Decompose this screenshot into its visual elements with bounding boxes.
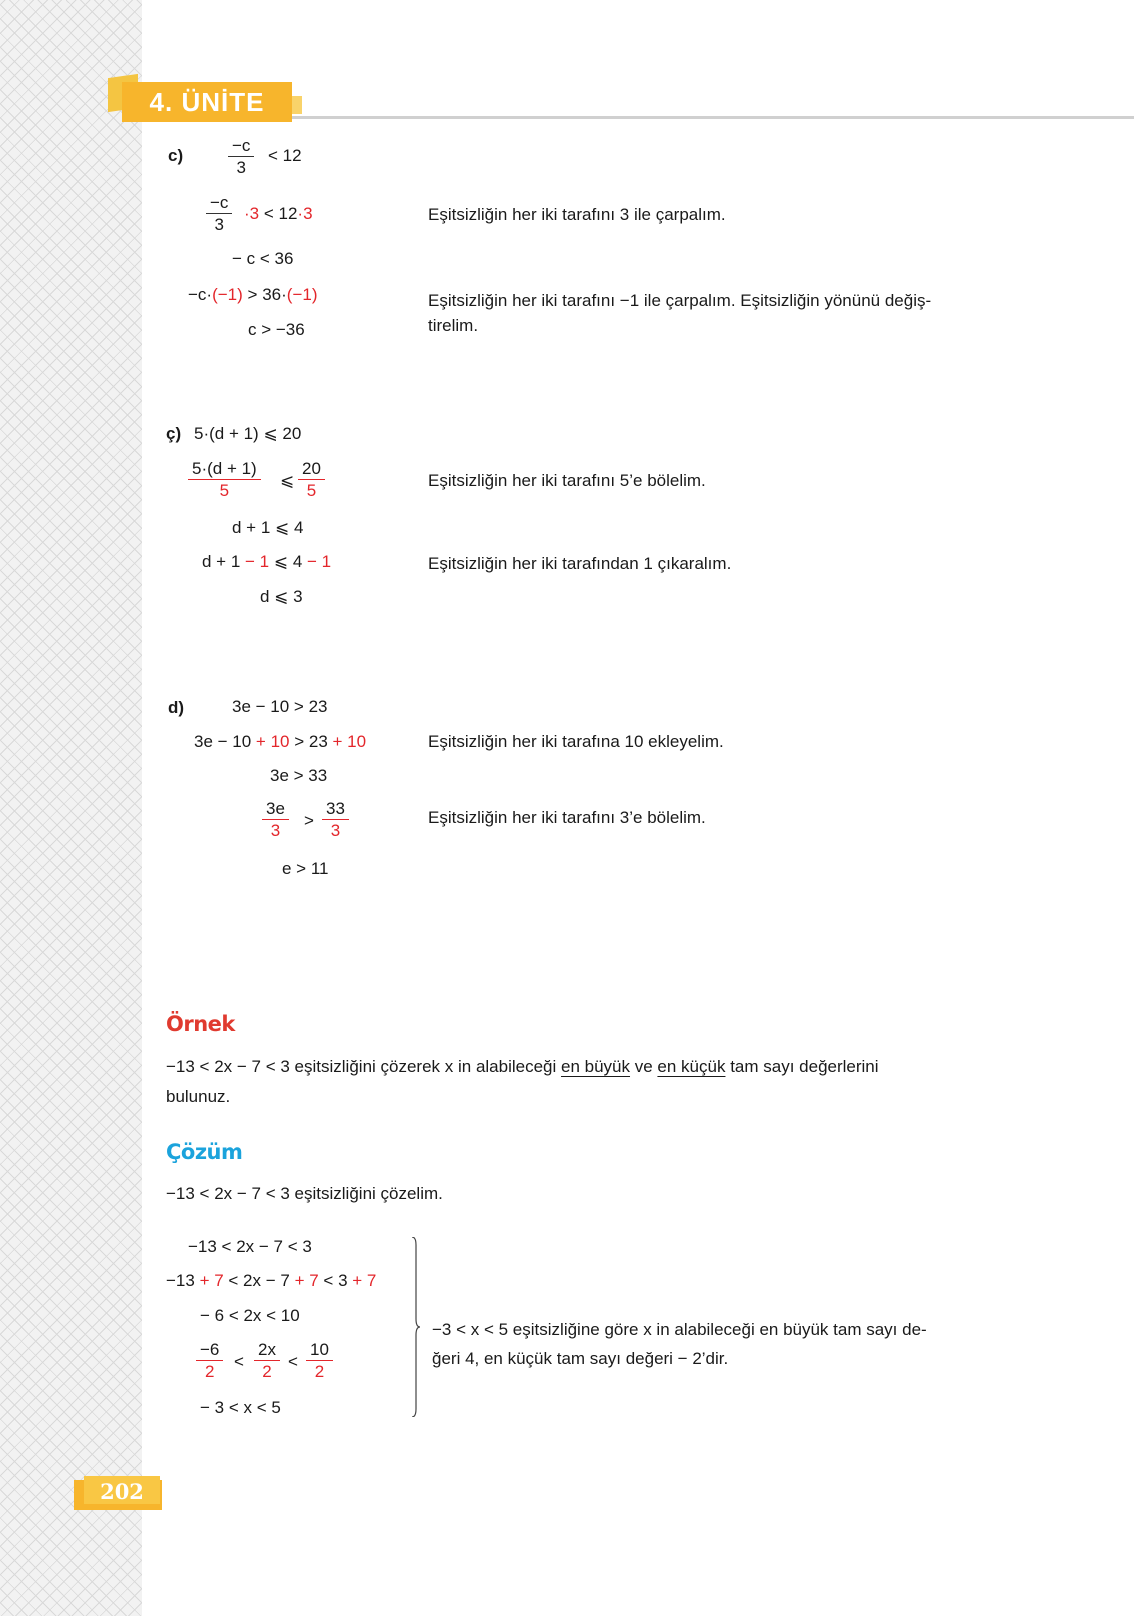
c-explanation-1: Eşitsizliğin her iki tarafını 3 ile çarpalım. [428, 205, 726, 224]
example-text: −13 < 2x − 7 < 3 eşitsizliğini çözerek x in alabileceği en büyük ve en küçük tam sayı değerlerini [166, 1057, 879, 1076]
c-line1-rest: < 12 [268, 146, 302, 165]
c-explanation-2: Eşitsizliğin her iki tarafını −1 ile çarpalım. Eşitsizliğin yönünü değiş- [428, 291, 932, 310]
solution-explanation-2: ğeri 4, en küçük tam sayı değeri − 2’dir. [432, 1349, 729, 1368]
part-cc-label: ç) [166, 424, 182, 443]
header-rule [290, 116, 1134, 119]
c-line1-frac: $\frac{-c}{3}$ [228, 136, 254, 178]
d-line1: 3e − 10 > 23 [232, 697, 328, 716]
solution-intro: −13 < 2x − 7 < 3 eşitsizliğini çözelim. [166, 1184, 443, 1203]
brace-icon [410, 1237, 420, 1417]
cc-line2-frac: $\frac{5\cdot(d + 1)}{5}$ [188, 459, 261, 501]
d-explanation-1: Eşitsizliğin her iki tarafına 10 ekleyelim. [428, 732, 724, 751]
d-line4-frac: $\frac{3e}{3}$ [262, 799, 289, 841]
solution-frac2: $\frac{2x}{2}$ [254, 1340, 280, 1382]
c-line3: − c < 36 [232, 249, 294, 268]
c-line2-frac: $\frac{-c}{3}$ [206, 193, 232, 235]
solution-line1: −13 < 2x − 7 < 3 [188, 1237, 312, 1256]
solution-line5: − 3 < x < 5 [200, 1398, 281, 1417]
side-pattern [0, 0, 142, 1616]
part-d-label: d) [168, 698, 185, 717]
d-line5: e > 11 [282, 859, 329, 878]
example-title: Örnek [166, 1012, 235, 1036]
d-explanation-2: Eşitsizliğin her iki tarafını 3’e bölelim. [428, 808, 706, 827]
cc-line5: d ⩽ 3 [260, 587, 303, 606]
c-line4: −c·(−1) > 36·(−1) [188, 285, 318, 304]
d-line2: 3e − 10 + 10 > 23 + 10 [194, 732, 367, 751]
solution-explanation-1: −3 < x < 5 eşitsizliğine göre x in alabileceği en büyük tam sayı de- [432, 1320, 927, 1339]
c-explanation-2b: tirelim. [428, 316, 479, 335]
cc-explanation-2: Eşitsizliğin her iki tarafından 1 çıkaralım. [428, 554, 732, 573]
part-c-label: c) [168, 146, 184, 165]
unit-label: 4. ÜNİTE [122, 82, 292, 122]
cc-line4: d + 1 − 1 ⩽ 4 − 1 [202, 552, 332, 571]
d-line4-frac2: $\frac{33}{3}$ [322, 799, 349, 841]
example-text-2: bulunuz. [166, 1087, 231, 1106]
d-line3: 3e > 33 [270, 766, 328, 785]
solution-line3: − 6 < 2x < 10 [200, 1306, 300, 1325]
page-number-badge [74, 1476, 164, 1510]
cc-line2-frac2: $\frac{20}{5}$ [298, 459, 325, 501]
solution-line2: −13 + 7 < 2x − 7 + 7 < 3 + 7 [166, 1271, 377, 1290]
solution-op1: < [234, 1352, 244, 1371]
cc-line3: d + 1 ⩽ 4 [232, 518, 304, 537]
solution-title: Çözüm [166, 1140, 243, 1164]
d-line4-op: > [304, 811, 314, 830]
cc-line2-op: ⩽ [280, 471, 295, 490]
c-line2: ·3 < 12·3 [244, 204, 313, 223]
unit-badge [108, 76, 304, 120]
solution-op2: < [288, 1352, 298, 1371]
solution-frac3: $\frac{10}{2}$ [306, 1340, 333, 1382]
c-line5: c > −36 [248, 320, 305, 339]
page-number: 202 [100, 1479, 144, 1504]
cc-explanation-1: Eşitsizliğin her iki tarafını 5’e bölelim. [428, 471, 706, 490]
cc-line1: 5·(d + 1) ⩽ 20 [194, 424, 302, 443]
solution-frac1: $\frac{-6}{2}$ [196, 1340, 223, 1382]
